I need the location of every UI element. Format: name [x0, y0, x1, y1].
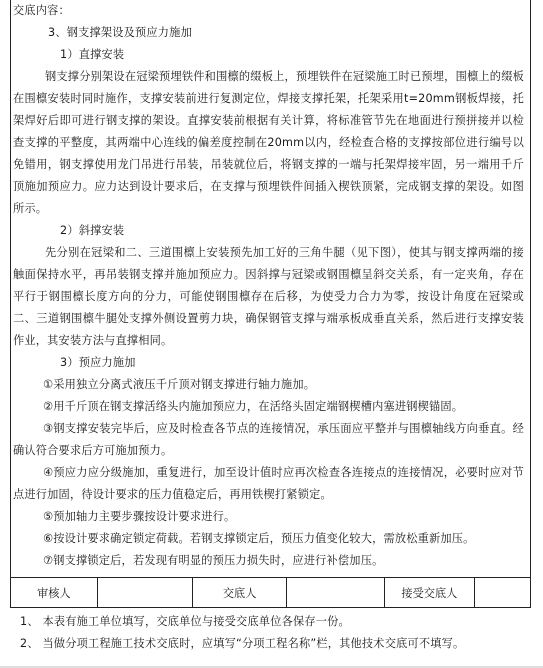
discloser-label: 交底人 [193, 578, 287, 608]
disclosure-content [11, 0, 530, 575]
subsection-title-direct-brace: 1）直撑安装 [60, 48, 125, 61]
discloser-signature-field[interactable] [287, 578, 385, 608]
prestress-item-5: ⑤预加轴力主要步骤按设计要求进行。 [43, 510, 236, 523]
prestress-item-7: ⑦钢支撑锁定后，若发现有明显的预压力损失时，应进行补偿加压。 [43, 554, 384, 567]
signature-row [11, 577, 530, 608]
prestress-item-6: ⑥按设计要求确定锁定荷载。若钢支撑锁定后，预压力值变化较大，需放松重新加压。 [43, 532, 475, 545]
subsection-title-prestress: 3）预应力施加 [60, 356, 136, 369]
direct-brace-paragraph: 钢支撑分别架设在冠梁预埋铁件和围檩的缀板上，预埋铁件在冠梁施工时已预埋，围檩上的缀板在围檩安装时同时施作，支撑安装前进行复测定位，焊接支撑托架，托架采用t=20mm钢板焊接，托架焊好后即可进行钢支撑的架设。直撑安装前根据有关计算，将标准管节先在地面进行预拼接并以检查支撑的平整度，其两端中心连线的偏差度控制在20mm以内，经检查合格的支撑按部位进行编号以免错用，钢支撑使用龙门吊进行吊装，吊装就位后，将钢支撑的一端与托架焊接牢固，另一端用千斤顶施加预应力。应力达到设计要求后，在支撑与预埋铁件间插入楔铁顶紧，完成钢支撑的架设。如图所示。 [13, 70, 524, 215]
prestress-item-4: ④预应力应分级施加，重复进行，加至设计值时应再次检查各连接点的连接情况，必要时应对节点进行加固，待设计要求的压力值稳定后，再用铁楔打紧锁定。 [13, 466, 524, 501]
content-label: 交底内容： [13, 4, 70, 17]
receiver-signature-field[interactable] [475, 578, 530, 608]
section-title: 3、钢支撑架设及预应力施加 [48, 26, 192, 39]
reviewer-label: 审核人 [11, 578, 98, 608]
receiver-label: 接受交底人 [385, 578, 476, 608]
subsection-title-inclined-brace: 2）斜撑安装 [60, 224, 125, 237]
disclosure-form [10, 0, 531, 608]
prestress-item-3: ③钢支撑安装完毕后，应及时检查各节点的连接情况，承压面应平整并与围檩轴线方向垂直。经确认符合要求后方可施加预力。 [13, 422, 524, 457]
prestress-item-1: ①采用独立分离式液压千斤顶对钢支撑进行轴力施加。 [43, 378, 316, 391]
inclined-brace-paragraph: 先分别在冠梁和二、三道围檩上安装预先加工好的三角牛腿（见下图），使其与钢支撑两端的接触面保持水平，再吊装钢支撑并施加预应力。因斜撑与冠梁或钢围檩呈斜交关系，有一定夹角，存在平行于钢围檩长度方向的分力，可能使钢围檩存在后移，为使受力合力为零，按设计角度在冠梁或二、三道钢围檩牛腿处支撑外侧设置剪力块，确保钢管支撑与端承板成垂直关系，然后进行支撑安装作业，其安装方法与直撑相同。 [13, 246, 524, 347]
footnotes [20, 611, 535, 655]
footnote-2: 2、 当做分项工程施工技术交底时，应填写“分项工程名称”栏，其他技术交底可不填写。 [20, 637, 465, 650]
reviewer-signature-field[interactable] [98, 578, 194, 608]
prestress-item-2: ②用千斤顶在钢支撑活络头内施加预应力，在活络头固定端钢楔槽内塞进钢楔锚固。 [43, 400, 464, 413]
footnote-1: 1、 本表有施工单位填写，交底单位与接受交底单位各保存一份。 [20, 615, 350, 628]
